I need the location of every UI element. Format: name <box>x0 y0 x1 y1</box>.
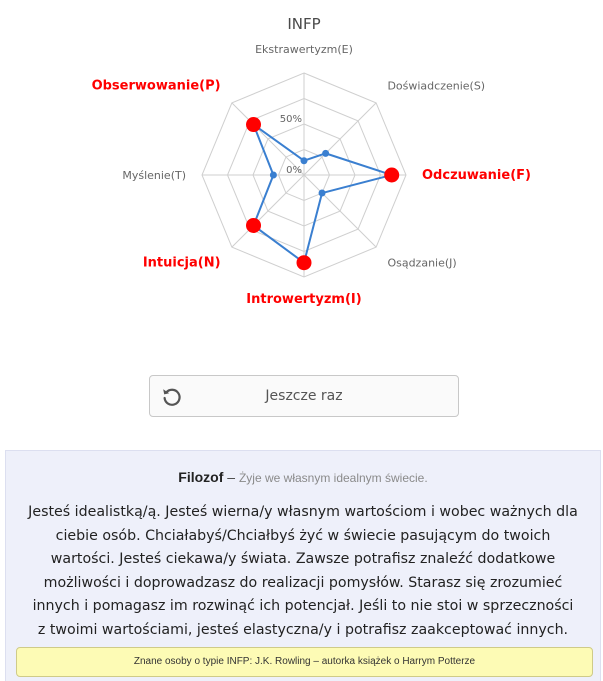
data-point-8 <box>246 117 261 132</box>
radar-chart <box>0 0 603 340</box>
type-name: Filozof <box>178 469 224 485</box>
data-point-7 <box>270 172 277 179</box>
chart-title: INFP <box>287 15 321 33</box>
type-description: Jesteś idealistką/ą. Jesteś wierna/y własnym wartościom i wobec ważnych dla ciebie osób. Chciałabyś/Chciałbyś żyć w świecie pasującym do twoich wartości. Jesteś ciekawa/y świata. Zawsze potrafisz znaleźć dodatkowe możliwości i doprowadzasz do realizacji pomysłów. Starasz się zrozumieć innych i pomagasz im rozwinąć ich potencjał. Jeśli to nie stoi w sprzeczności z twoimi wartościami, jesteś elastyczna/y i potrafisz zaakceptować innych. <box>28 504 578 638</box>
axis-label-5: Introwertyzm(I) <box>246 292 362 307</box>
chart-grid <box>202 73 406 277</box>
result-panel <box>5 450 601 681</box>
data-point-3 <box>384 168 399 183</box>
data-point-5 <box>297 255 312 270</box>
data-point-1 <box>301 157 308 164</box>
axis-label-8: Obserwowanie(P) <box>91 78 221 94</box>
axis-label-2: Doświadczenie(S) <box>387 79 486 93</box>
retry-button[interactable] <box>149 375 459 417</box>
type-motto: Żyje we własnym idealnym świecie. <box>238 471 428 485</box>
data-point-6 <box>246 218 261 233</box>
scale-label: 0% <box>286 165 302 176</box>
data-point-2 <box>322 150 329 157</box>
famous-people-note: Znane osoby o typie INFP: J.K. Rowling – autorka książek o Harrym Potterze <box>16 647 593 677</box>
heading-separator: – <box>223 469 239 485</box>
scale-label: 50% <box>279 114 302 125</box>
axis-label-7: Myślenie(T) <box>122 169 186 182</box>
axis-label-3: Odczuwanie(F) <box>422 168 531 183</box>
result-heading <box>6 469 600 487</box>
axis-label-4: Osądzanie(J) <box>387 256 457 270</box>
data-point-4 <box>319 190 326 197</box>
retry-button-label: Jeszcze raz <box>265 388 343 404</box>
axis-label-1: Ekstrawertyzm(E) <box>255 43 353 56</box>
axis-label-6: Intuicja(N) <box>142 255 221 271</box>
